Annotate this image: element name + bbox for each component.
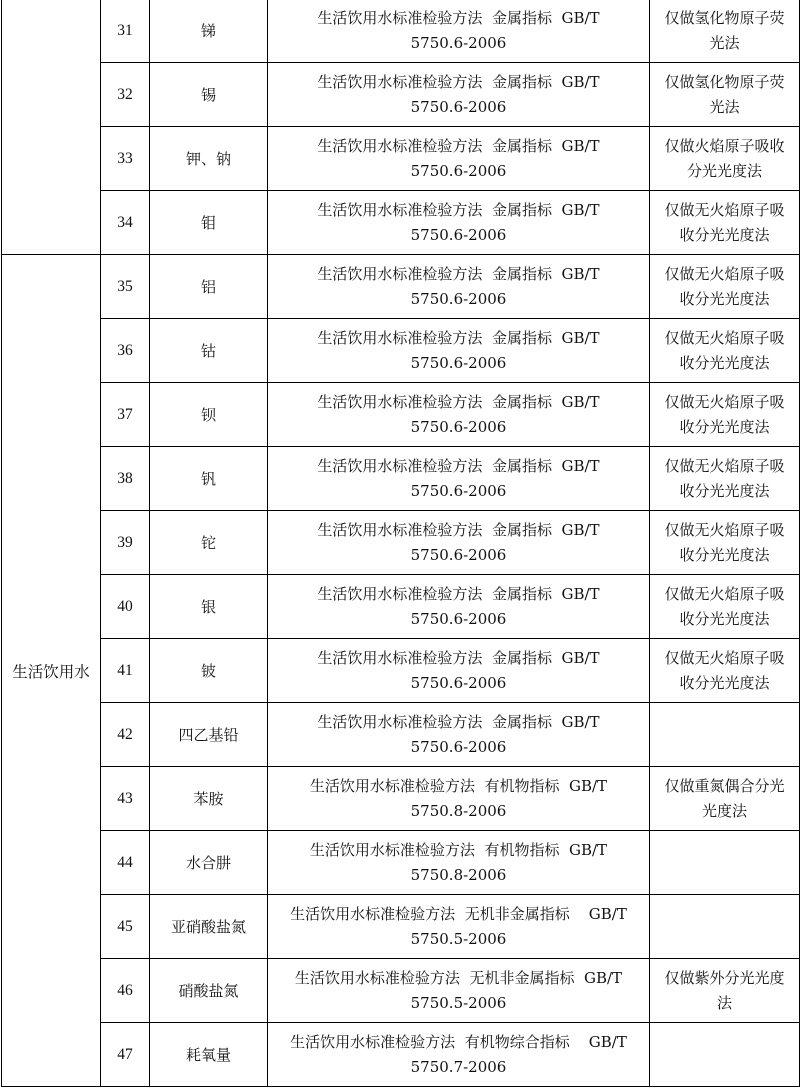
method-cell [268,959,650,1023]
method-cell [268,319,650,383]
row-number: 38 [101,447,150,511]
method-standard-number: 5750.8-2006 [410,801,507,820]
method-title: 生活饮用水标准检验方法 金属指标 GB/T [317,136,600,155]
remark-line: 收分光光度法 [679,225,770,244]
remark-cell [650,831,800,895]
method-title: 生活饮用水标准检验方法 金属指标 GB/T [317,648,600,667]
row-number: 35 [101,255,150,319]
remark-line: 仅做无火焰原子吸 [664,520,785,539]
remark-cell [650,447,800,511]
method-title: 生活饮用水标准检验方法 有机物综合指标 GB/T [290,1032,627,1051]
remark-line: 分光光度法 [686,161,762,180]
test-item: 耗氧量 [150,1023,268,1087]
method-title: 生活饮用水标准检验方法 无机非金属指标 GB/T [290,904,627,923]
remark-cell [650,319,800,383]
table-row [2,63,800,127]
table-row [2,639,800,703]
method-standard-number: 5750.6-2006 [410,417,507,436]
remark-line: 仅做无火焰原子吸 [664,584,785,603]
method-title: 生活饮用水标准检验方法 金属指标 GB/T [317,392,600,411]
remark-line: 收分光光度法 [679,545,770,564]
remark-line: 仅做无火焰原子吸 [664,456,785,475]
remark-cell [650,959,800,1023]
table-row [2,767,800,831]
method-standard-number: 5750.6-2006 [410,289,507,308]
remark-line: 仅做重氮偶合分光 [664,776,785,795]
remark-line: 仅做氢化物原子荧 [664,8,785,27]
method-cell [268,639,650,703]
table-row [2,255,800,319]
method-standard-number: 5750.6-2006 [410,737,507,756]
method-title: 生活饮用水标准检验方法 无机非金属指标 GB/T [294,968,623,987]
remark-line: 仅做紫外分光光度 [664,968,785,987]
row-number: 37 [101,383,150,447]
row-number: 34 [101,191,150,255]
row-number: 36 [101,319,150,383]
method-standard-number: 5750.7-2006 [410,1057,507,1076]
table-row [2,959,800,1023]
remark-cell [650,0,800,63]
method-cell [268,127,650,191]
method-cell [268,191,650,255]
method-standard-number: 5750.6-2006 [410,33,507,52]
method-cell [268,895,650,959]
remark-cell [650,383,800,447]
method-title: 生活饮用水标准检验方法 有机物指标 GB/T [309,840,608,859]
row-number: 31 [101,0,150,63]
method-cell [268,63,650,127]
remark-line: 仅做无火焰原子吸 [664,264,785,283]
remark-cell [650,511,800,575]
remark-cell [650,191,800,255]
test-item: 四乙基铅 [150,703,268,767]
remark-cell [650,895,800,959]
table-row [2,319,800,383]
method-title: 生活饮用水标准检验方法 有机物指标 GB/T [309,776,608,795]
method-standard-number: 5750.6-2006 [410,353,507,372]
row-number: 47 [101,1023,150,1087]
method-standard-number: 5750.6-2006 [410,225,507,244]
method-cell [268,383,650,447]
method-cell [268,0,650,63]
row-number: 44 [101,831,150,895]
test-item: 锡 [150,63,268,127]
method-title: 生活饮用水标准检验方法 金属指标 GB/T [317,200,600,219]
method-cell [268,511,650,575]
remark-cell [650,703,800,767]
table-row [2,0,800,63]
method-cell [268,575,650,639]
remark-line: 仅做火焰原子吸收 [664,136,785,155]
remark-cell [650,575,800,639]
remark-line: 光法 [709,33,740,52]
remark-line: 仅做无火焰原子吸 [664,392,785,411]
remark-line: 光法 [709,97,740,116]
test-item: 铊 [150,511,268,575]
row-number: 41 [101,639,150,703]
method-cell [268,767,650,831]
remark-line: 收分光光度法 [679,417,770,436]
row-number: 42 [101,703,150,767]
method-standard-number: 5750.6-2006 [410,545,507,564]
remark-line: 收分光光度法 [679,673,770,692]
test-item: 钡 [150,383,268,447]
remark-line: 收分光光度法 [679,353,770,372]
method-title: 生活饮用水标准检验方法 金属指标 GB/T [317,264,600,283]
remark-line: 收分光光度法 [679,481,770,500]
test-item: 苯胺 [150,767,268,831]
method-standard-number: 5750.8-2006 [410,865,507,884]
table-row [2,895,800,959]
standards-table [1,0,800,1087]
table-row [2,511,800,575]
table-row [2,191,800,255]
row-number: 33 [101,127,150,191]
remark-cell [650,639,800,703]
method-standard-number: 5750.6-2006 [410,481,507,500]
remark-line: 仅做氢化物原子荧 [664,72,785,91]
row-number: 45 [101,895,150,959]
remark-cell [650,1023,800,1087]
method-title: 生活饮用水标准检验方法 金属指标 GB/T [317,456,600,475]
remark-line: 收分光光度法 [679,609,770,628]
method-standard-number: 5750.5-2006 [410,929,507,948]
method-standard-number: 5750.6-2006 [410,673,507,692]
row-number: 39 [101,511,150,575]
test-item: 钒 [150,447,268,511]
method-cell [268,1023,650,1087]
table-row [2,703,800,767]
test-item: 硝酸盐氮 [150,959,268,1023]
remark-cell [650,63,800,127]
method-standard-number: 5750.6-2006 [410,161,507,180]
remark-line: 收分光光度法 [679,289,770,308]
test-item: 水合肼 [150,831,268,895]
method-title: 生活饮用水标准检验方法 金属指标 GB/T [317,520,600,539]
table-row [2,447,800,511]
table-row [2,127,800,191]
test-item: 银 [150,575,268,639]
test-item: 钾、钠 [150,127,268,191]
remark-line: 仅做无火焰原子吸 [664,648,785,667]
test-item: 铝 [150,255,268,319]
category-cell-main: 生活饮用水 [2,255,101,1087]
method-title: 生活饮用水标准检验方法 金属指标 GB/T [317,72,600,91]
table-body [2,0,800,1087]
remark-cell [650,767,800,831]
remark-line: 仅做无火焰原子吸 [664,200,785,219]
row-number: 40 [101,575,150,639]
remark-cell [650,255,800,319]
method-cell [268,447,650,511]
category-cell-top [2,0,101,255]
test-item: 钼 [150,191,268,255]
table-row [2,383,800,447]
method-title: 生活饮用水标准检验方法 金属指标 GB/T [317,584,600,603]
method-cell [268,255,650,319]
method-cell [268,831,650,895]
table-row [2,575,800,639]
test-item: 钴 [150,319,268,383]
remark-line: 仅做无火焰原子吸 [664,328,785,347]
remark-cell [650,127,800,191]
remark-line: 法 [716,993,732,1012]
row-number: 32 [101,63,150,127]
row-number: 43 [101,767,150,831]
method-standard-number: 5750.6-2006 [410,97,507,116]
test-item: 亚硝酸盐氮 [150,895,268,959]
test-item: 铍 [150,639,268,703]
method-title: 生活饮用水标准检验方法 金属指标 GB/T [317,712,600,731]
test-item: 锑 [150,0,268,63]
method-cell [268,703,650,767]
row-number: 46 [101,959,150,1023]
table-row [2,831,800,895]
method-title: 生活饮用水标准检验方法 金属指标 GB/T [317,8,600,27]
method-standard-number: 5750.5-2006 [410,993,507,1012]
method-standard-number: 5750.6-2006 [410,609,507,628]
method-title: 生活饮用水标准检验方法 金属指标 GB/T [317,328,600,347]
table-row [2,1023,800,1087]
remark-line: 光度法 [701,801,747,820]
